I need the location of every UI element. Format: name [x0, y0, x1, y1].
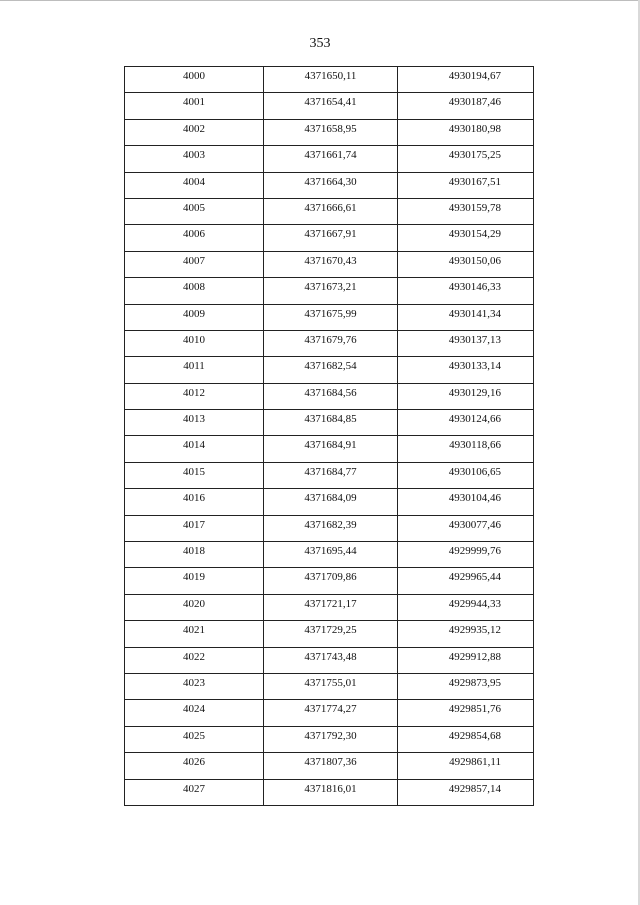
x-coordinate-cell — [264, 304, 398, 330]
x-coordinate-cell — [264, 67, 398, 93]
y-coordinate-cell — [398, 436, 534, 462]
table-row — [125, 304, 534, 330]
point-number-text: 4012 — [183, 386, 205, 399]
point-number-cell — [125, 225, 264, 251]
x-coordinate-text: 4371684,77 — [304, 465, 357, 478]
y-coordinate-text: 4929854,68 — [448, 729, 501, 742]
table-row — [125, 67, 534, 93]
y-coordinate-cell — [398, 621, 534, 647]
table-row — [125, 436, 534, 462]
point-number-text: 4010 — [183, 333, 205, 346]
x-coordinate-text: 4371666,61 — [304, 201, 357, 214]
y-coordinate-text: 4930146,33 — [448, 281, 501, 294]
x-coordinate-text: 4371684,85 — [304, 413, 357, 426]
point-number-cell — [125, 278, 264, 304]
y-coordinate-text: 4929873,95 — [448, 676, 501, 689]
y-coordinate-cell — [398, 462, 534, 488]
point-number-cell — [125, 436, 264, 462]
y-coordinate-cell — [398, 700, 534, 726]
y-coordinate-text: 4930129,16 — [448, 386, 501, 399]
table-row — [125, 726, 534, 752]
x-coordinate-text: 4371658,95 — [304, 122, 357, 135]
point-number-text: 4013 — [183, 413, 205, 426]
y-coordinate-text: 4929999,76 — [448, 545, 501, 558]
point-number-cell — [125, 119, 264, 145]
x-coordinate-cell — [264, 647, 398, 673]
table-row — [125, 594, 534, 620]
x-coordinate-text: 4371682,54 — [304, 360, 357, 373]
point-number-cell — [125, 198, 264, 224]
point-number-text: 4020 — [183, 597, 205, 610]
point-number-text: 4014 — [183, 439, 205, 452]
y-coordinate-text: 4930137,13 — [448, 333, 501, 346]
x-coordinate-cell — [264, 436, 398, 462]
y-coordinate-cell — [398, 779, 534, 805]
point-number-cell — [125, 146, 264, 172]
point-number-text: 4021 — [183, 624, 205, 637]
y-coordinate-text: 4930141,34 — [448, 307, 501, 320]
x-coordinate-cell — [264, 198, 398, 224]
point-number-text: 4023 — [183, 676, 205, 689]
y-coordinate-cell — [398, 225, 534, 251]
table-row — [125, 198, 534, 224]
point-number-cell — [125, 515, 264, 541]
point-number-cell — [125, 673, 264, 699]
y-coordinate-text: 4930150,06 — [448, 254, 501, 267]
y-coordinate-cell — [398, 515, 534, 541]
table-row — [125, 568, 534, 594]
table-row — [125, 383, 534, 409]
y-coordinate-cell — [398, 198, 534, 224]
x-coordinate-text: 4371684,56 — [304, 386, 357, 399]
point-number-text: 4006 — [183, 228, 205, 241]
point-number-text: 4024 — [183, 703, 205, 716]
coordinates-table-body — [125, 67, 534, 806]
y-coordinate-text: 4929944,33 — [448, 597, 501, 610]
x-coordinate-cell — [264, 489, 398, 515]
point-number-text: 4000 — [183, 70, 205, 82]
x-coordinate-cell — [264, 515, 398, 541]
table-row — [125, 753, 534, 779]
x-coordinate-cell — [264, 779, 398, 805]
x-coordinate-text: 4371661,74 — [304, 149, 357, 162]
point-number-text: 4009 — [183, 307, 205, 320]
table-row — [125, 278, 534, 304]
point-number-text: 4005 — [183, 201, 205, 214]
y-coordinate-text: 4929851,76 — [448, 703, 501, 716]
point-number-text: 4003 — [183, 149, 205, 162]
y-coordinate-text: 4930175,25 — [448, 149, 501, 162]
y-coordinate-cell — [398, 726, 534, 752]
x-coordinate-cell — [264, 330, 398, 356]
x-coordinate-text: 4371654,41 — [304, 96, 357, 109]
x-coordinate-cell — [264, 383, 398, 409]
x-coordinate-text: 4371650,11 — [304, 70, 357, 82]
x-coordinate-text: 4371684,91 — [304, 439, 357, 452]
y-coordinate-cell — [398, 568, 534, 594]
x-coordinate-cell — [264, 673, 398, 699]
y-coordinate-text: 4930194,67 — [448, 70, 501, 82]
table-row — [125, 251, 534, 277]
x-coordinate-text: 4371695,44 — [304, 545, 357, 558]
y-coordinate-text: 4930118,66 — [449, 439, 501, 452]
point-number-text: 4001 — [183, 96, 205, 109]
point-number-cell — [125, 594, 264, 620]
point-number-text: 4002 — [183, 122, 205, 135]
x-coordinate-text: 4371721,17 — [304, 597, 357, 610]
point-number-cell — [125, 568, 264, 594]
table-row — [125, 330, 534, 356]
point-number-cell — [125, 383, 264, 409]
x-coordinate-text: 4371816,01 — [304, 782, 357, 795]
point-number-cell — [125, 542, 264, 568]
point-number-text: 4016 — [183, 492, 205, 505]
table-row — [125, 357, 534, 383]
point-number-text: 4008 — [183, 281, 205, 294]
y-coordinate-text: 4929965,44 — [448, 571, 501, 584]
y-coordinate-cell — [398, 67, 534, 93]
y-coordinate-text: 4930180,98 — [448, 122, 501, 135]
table-row — [125, 172, 534, 198]
table-row — [125, 515, 534, 541]
page-number: 353 — [309, 36, 331, 51]
point-number-text: 4004 — [183, 175, 205, 188]
point-number-cell — [125, 700, 264, 726]
y-coordinate-text: 4930106,65 — [448, 465, 501, 478]
x-coordinate-cell — [264, 542, 398, 568]
table-row — [125, 119, 534, 145]
x-coordinate-text: 4371664,30 — [304, 175, 357, 188]
y-coordinate-cell — [398, 330, 534, 356]
point-number-cell — [125, 462, 264, 488]
y-coordinate-text: 4929857,14 — [448, 782, 501, 795]
table-row — [125, 542, 534, 568]
table-row — [125, 779, 534, 805]
table-row — [125, 462, 534, 488]
table-row — [125, 621, 534, 647]
x-coordinate-cell — [264, 700, 398, 726]
y-coordinate-text: 4930104,46 — [448, 492, 501, 505]
y-coordinate-cell — [398, 383, 534, 409]
point-number-cell — [125, 489, 264, 515]
x-coordinate-cell — [264, 278, 398, 304]
point-number-cell — [125, 410, 264, 436]
x-coordinate-cell — [264, 251, 398, 277]
table-row — [125, 410, 534, 436]
y-coordinate-text: 4930154,29 — [448, 228, 501, 241]
y-coordinate-text: 4930167,51 — [448, 175, 501, 188]
table-row — [125, 700, 534, 726]
y-coordinate-cell — [398, 278, 534, 304]
y-coordinate-text: 4930159,78 — [448, 201, 501, 214]
point-number-text: 4017 — [183, 518, 205, 531]
point-number-cell — [125, 67, 264, 93]
x-coordinate-cell — [264, 146, 398, 172]
point-number-cell — [125, 93, 264, 119]
y-coordinate-cell — [398, 119, 534, 145]
y-coordinate-cell — [398, 93, 534, 119]
x-coordinate-text: 4371807,36 — [304, 756, 357, 769]
x-coordinate-cell — [264, 753, 398, 779]
point-number-cell — [125, 304, 264, 330]
x-coordinate-cell — [264, 410, 398, 436]
point-number-text: 4022 — [183, 650, 205, 663]
point-number-text: 4019 — [183, 571, 205, 584]
x-coordinate-text: 4371709,86 — [304, 571, 357, 584]
y-coordinate-cell — [398, 146, 534, 172]
point-number-cell — [125, 779, 264, 805]
point-number-cell — [125, 753, 264, 779]
point-number-text: 4011 — [183, 360, 205, 373]
x-coordinate-text: 4371682,39 — [304, 518, 357, 531]
x-coordinate-cell — [264, 172, 398, 198]
x-coordinate-cell — [264, 726, 398, 752]
y-coordinate-text: 4930133,14 — [448, 360, 501, 373]
y-coordinate-cell — [398, 251, 534, 277]
x-coordinate-cell — [264, 357, 398, 383]
point-number-text: 4027 — [183, 782, 205, 795]
table-row — [125, 647, 534, 673]
x-coordinate-text: 4371670,43 — [304, 254, 357, 267]
coordinates-table — [124, 66, 534, 806]
point-number-text: 4007 — [183, 254, 205, 267]
y-coordinate-text: 4930187,46 — [448, 96, 501, 109]
point-number-cell — [125, 726, 264, 752]
y-coordinate-text: 4929912,88 — [448, 650, 501, 663]
x-coordinate-text: 4371729,25 — [304, 624, 357, 637]
table-row — [125, 673, 534, 699]
y-coordinate-cell — [398, 594, 534, 620]
point-number-text: 4026 — [183, 756, 205, 769]
y-coordinate-cell — [398, 172, 534, 198]
y-coordinate-text: 4929861,11 — [449, 756, 501, 769]
y-coordinate-cell — [398, 753, 534, 779]
x-coordinate-cell — [264, 621, 398, 647]
x-coordinate-text: 4371684,09 — [304, 492, 357, 505]
table-row — [125, 146, 534, 172]
x-coordinate-text: 4371774,27 — [304, 703, 357, 716]
x-coordinate-text: 4371667,91 — [304, 228, 357, 241]
x-coordinate-cell — [264, 225, 398, 251]
x-coordinate-cell — [264, 568, 398, 594]
x-coordinate-text: 4371755,01 — [304, 676, 357, 689]
point-number-text: 4015 — [183, 465, 205, 478]
y-coordinate-text: 4929935,12 — [448, 624, 501, 637]
point-number-cell — [125, 330, 264, 356]
y-coordinate-cell — [398, 489, 534, 515]
table-row — [125, 225, 534, 251]
x-coordinate-cell — [264, 594, 398, 620]
point-number-cell — [125, 357, 264, 383]
y-coordinate-cell — [398, 673, 534, 699]
x-coordinate-text: 4371743,48 — [304, 650, 357, 663]
x-coordinate-text: 4371675,99 — [304, 307, 357, 320]
y-coordinate-cell — [398, 304, 534, 330]
table-row — [125, 93, 534, 119]
page-top-edge — [0, 0, 640, 1]
x-coordinate-text: 4371792,30 — [304, 729, 357, 742]
point-number-text: 4025 — [183, 729, 205, 742]
y-coordinate-text: 4930077,46 — [448, 518, 501, 531]
x-coordinate-text: 4371679,76 — [304, 333, 357, 346]
table-row — [125, 489, 534, 515]
point-number-cell — [125, 251, 264, 277]
point-number-cell — [125, 647, 264, 673]
point-number-text: 4018 — [183, 545, 205, 558]
x-coordinate-cell — [264, 462, 398, 488]
point-number-cell — [125, 172, 264, 198]
y-coordinate-cell — [398, 542, 534, 568]
x-coordinate-cell — [264, 119, 398, 145]
x-coordinate-cell — [264, 93, 398, 119]
y-coordinate-text: 4930124,66 — [448, 413, 501, 426]
point-number-cell — [125, 621, 264, 647]
y-coordinate-cell — [398, 410, 534, 436]
y-coordinate-cell — [398, 647, 534, 673]
y-coordinate-cell — [398, 357, 534, 383]
x-coordinate-text: 4371673,21 — [304, 281, 357, 294]
